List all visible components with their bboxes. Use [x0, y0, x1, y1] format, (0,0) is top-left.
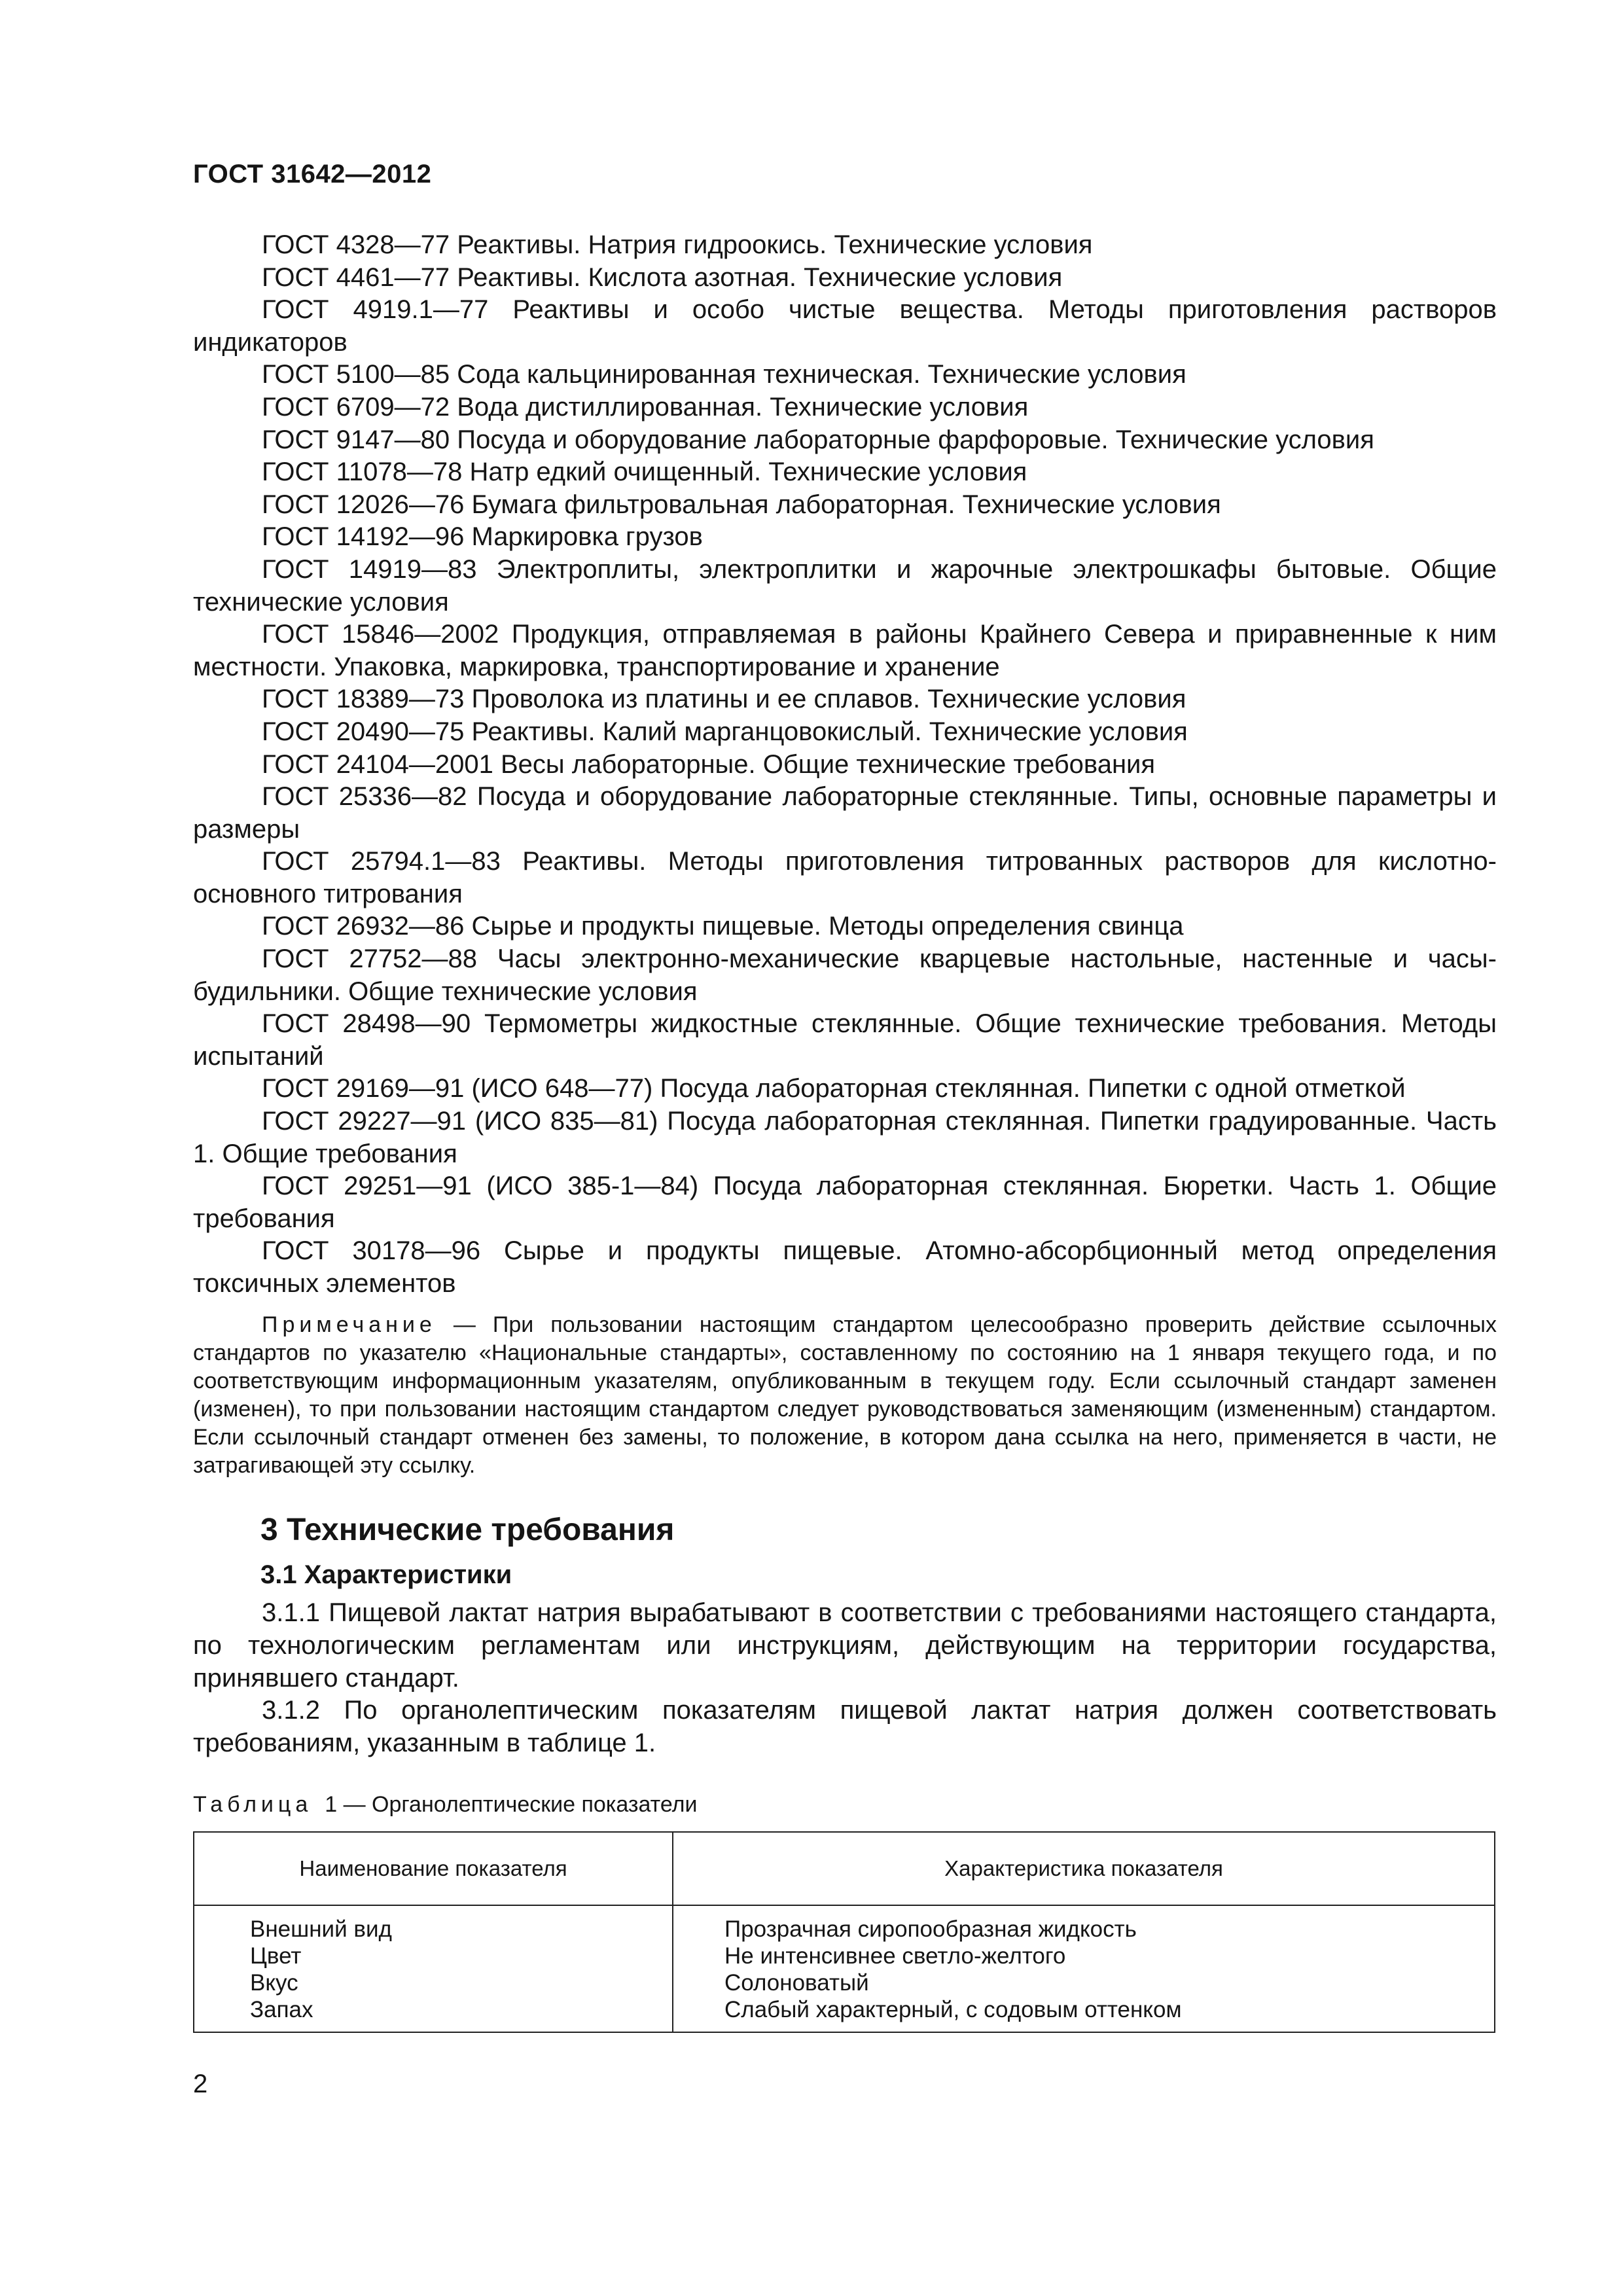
reference-item: ГОСТ 29227—91 (ИСО 835—81) Посуда лабораторная стеклянная. Пипетки градуированные. Часть 1. Общие требования	[193, 1107, 1497, 1168]
reference-item: ГОСТ 4328—77 Реактивы. Натрия гидроокись. Технические условия	[262, 230, 1093, 259]
table-row	[194, 1997, 1494, 2024]
reference-item: ГОСТ 30178—96 Сырье и продукты пищевые. Атомно-абсорбционный метод определения токсичных элементов	[193, 1236, 1497, 1298]
table-header-cell: Характеристика показателя	[944, 1856, 1223, 1880]
table-row	[194, 1916, 1494, 1943]
note-label: Примечание	[262, 1312, 437, 1337]
table-cell-indicator: Вкус	[250, 1970, 298, 1996]
table-caption-label: Таблица	[193, 1792, 313, 1817]
table-header-cell: Наименование показателя	[299, 1856, 567, 1880]
reference-item: ГОСТ 25336—82 Посуда и оборудование лабораторные стеклянные. Типы, основные параметры и размеры	[193, 782, 1497, 844]
table-cell-indicator: Цвет	[250, 1943, 302, 1969]
section-title: 3 Технические требования	[260, 1513, 675, 1547]
table-row	[194, 1943, 1494, 1970]
reference-item: ГОСТ 4461—77 Реактивы. Кислота азотная. Технические условия	[262, 262, 1063, 292]
table-cell-indicator: Внешний вид	[250, 1916, 392, 1942]
reference-item: ГОСТ 27752—88 Часы электронно-механические кварцевые настольные, настенные и часы-будильники. Общие технические условия	[193, 944, 1497, 1006]
reference-item: ГОСТ 4919.1—77 Реактивы и особо чистые вещества. Методы приготовления растворов индикаторов	[193, 295, 1497, 357]
table-caption	[193, 1792, 697, 1818]
reference-item: ГОСТ 14919—83 Электроплиты, электроплитки и жарочные электрошкафы бытовые. Общие технические условия	[193, 554, 1497, 617]
reference-item: ГОСТ 11078—78 Натр едкий очищенный. Технические условия	[262, 457, 1027, 487]
normative-references-list	[193, 229, 1497, 1300]
table-cell-characteristic: Солоноватый	[724, 1970, 869, 1996]
reference-item: ГОСТ 14192—96 Маркировка грузов	[262, 522, 703, 552]
note-text: — При пользовании настоящим стандартом целесообразно проверить действие ссылочных стандартов по указателю «Национальные стандарты», составленному по состоянию на 1 января текущего года, и по соответствующим информационным указателям, опубликованным в текущем году. Если ссылочный стандарт заменен (изменен), то при пользовании настоящим стандартом следует руководствоваться заменяющим (измененным) стандартом. Если ссылочный стандарт отменен без замены, то положение, в котором дана ссылка на него, применяется в части, не затрагивающей эту ссылку.	[193, 1312, 1497, 1478]
table-caption-text: 1 — Органолептические показатели	[325, 1792, 698, 1817]
reference-item: ГОСТ 18389—73 Проволока из платины и ее сплавов. Технические условия	[262, 685, 1186, 714]
reference-item: ГОСТ 20490—75 Реактивы. Калий марганцовокислый. Технические условия	[262, 717, 1188, 746]
table-row	[194, 1970, 1494, 1997]
table-cell-indicator: Запах	[250, 1997, 313, 2022]
reference-item: ГОСТ 26932—86 Сырье и продукты пищевые. Методы определения свинца	[262, 912, 1184, 941]
reference-item: ГОСТ 29251—91 (ИСО 385-1—84) Посуда лабораторная стеклянная. Бюретки. Часть 1. Общие требования	[193, 1172, 1497, 1233]
reference-item: ГОСТ 6709—72 Вода дистиллированная. Технические условия	[262, 392, 1029, 422]
reference-item: ГОСТ 5100—85 Сода кальцинированная техническая. Технические условия	[262, 360, 1186, 389]
organoleptic-table	[193, 1831, 1495, 2033]
page-number: 2	[193, 2070, 208, 2098]
reference-item: ГОСТ 15846—2002 Продукция, отправляемая в районы Крайнего Севера и приравненные к ним местности. Упаковка, маркировка, транспортирование и хранение	[193, 620, 1497, 681]
reference-item: ГОСТ 12026—76 Бумага фильтровальная лабораторная. Технические условия	[262, 490, 1221, 519]
reference-item: ГОСТ 28498—90 Термометры жидкостные стеклянные. Общие технические требования. Методы испытаний	[193, 1009, 1497, 1071]
reference-item: ГОСТ 25794.1—83 Реактивы. Методы приготовления титрованных растворов для кислотно-основного титрования	[193, 847, 1497, 908]
subsection-title: 3.1 Характеристики	[260, 1560, 512, 1589]
reference-item: ГОСТ 24104—2001 Весы лабораторные. Общие технические требования	[262, 749, 1156, 779]
note-paragraph	[193, 1311, 1497, 1480]
table-header-row	[194, 1833, 1494, 1906]
table-cell-characteristic: Прозрачная сиропообразная жидкость	[724, 1916, 1137, 1942]
reference-item: ГОСТ 9147—80 Посуда и оборудование лабораторные фарфоровые. Технические условия	[262, 425, 1374, 454]
document-code-header: ГОСТ 31642—2012	[193, 160, 432, 188]
table-body	[194, 1916, 1494, 2024]
table-cell-characteristic: Не интенсивнее светло-желтого	[724, 1943, 1066, 1969]
table-cell-characteristic: Слабый характерный, с содовым оттенком	[724, 1997, 1182, 2022]
reference-item: ГОСТ 29169—91 (ИСО 648—77) Посуда лабораторная стеклянная. Пипетки с одной отметкой	[262, 1074, 1406, 1103]
paragraph-3-1-2: 3.1.2 По органолептическим показателям пищевой лактат натрия должен соответствовать требованиям, указанным в таблице 1.	[193, 1696, 1497, 1757]
paragraph-3-1-1: 3.1.1 Пищевой лактат натрия вырабатывают в соответствии с требованиями настоящего стандарта, по технологическим регламентам или инструкциям, действующим на территории государства, принявшего стандарт.	[193, 1598, 1497, 1693]
